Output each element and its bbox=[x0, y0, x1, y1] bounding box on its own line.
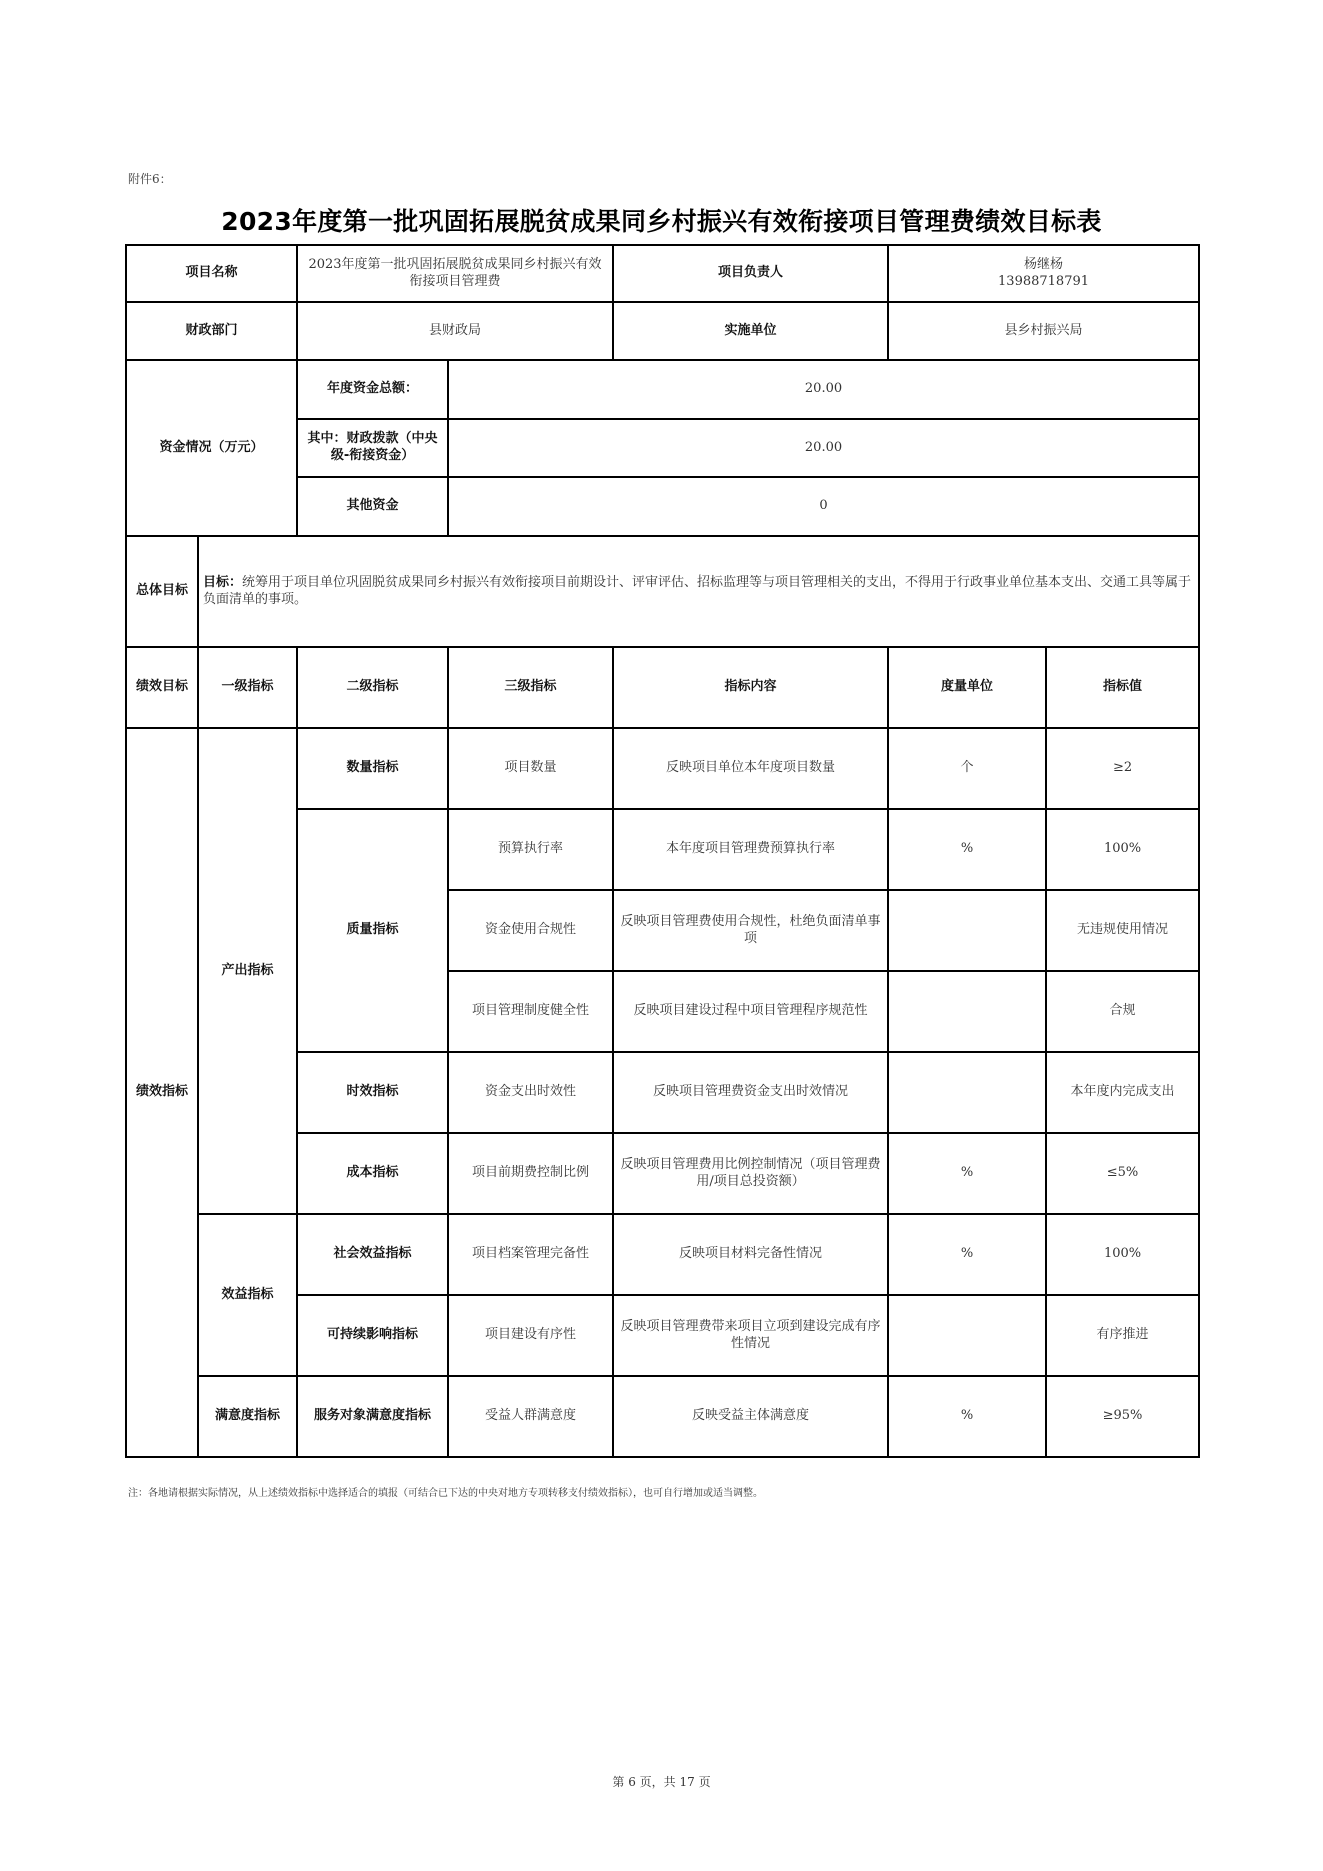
value-cell: ≥95% bbox=[1046, 1376, 1199, 1457]
header-content: 指标内容 bbox=[613, 647, 888, 728]
funds-label: 资金情况（万元） bbox=[126, 360, 297, 536]
page-number: 第 6 页，共 17 页 bbox=[612, 1775, 711, 1789]
unit-cell: % bbox=[888, 809, 1046, 890]
header-value: 指标值 bbox=[1046, 647, 1199, 728]
value-cell: ≤5% bbox=[1046, 1133, 1199, 1214]
header-performance-goal: 绩效目标 bbox=[126, 647, 198, 728]
funds-row-value: 20.00 bbox=[448, 419, 1199, 477]
table-row bbox=[126, 1214, 1199, 1295]
value-cell: 100% bbox=[1046, 809, 1199, 890]
project-name-value: 2023年度第一批巩固拓展脱贫成果同乡村振兴有效衔接项目管理费 bbox=[297, 245, 613, 302]
row-overall-goal bbox=[126, 536, 1199, 647]
content-cell: 反映项目管理费用比例控制情况（项目管理费用/项目总投资额） bbox=[613, 1133, 888, 1214]
level2-timeliness: 时效指标 bbox=[297, 1052, 448, 1133]
unit-cell bbox=[888, 1052, 1046, 1133]
funds-row-value: 0 bbox=[448, 477, 1199, 536]
level3-cell: 资金支出时效性 bbox=[448, 1052, 613, 1133]
overall-goal-text: 统筹用于项目单位巩固脱贫成果同乡村振兴有效衔接项目前期设计、评审评估、招标监理等与项目管理相关的支出，不得用于行政事业单位基本支出、交通工具等属于负面清单的事项。 bbox=[203, 574, 1192, 607]
level1-benefit: 效益指标 bbox=[198, 1214, 297, 1376]
overall-goal-cell bbox=[198, 536, 1199, 647]
header-level1: 一级指标 bbox=[198, 647, 297, 728]
level2-social: 社会效益指标 bbox=[297, 1214, 448, 1295]
unit-cell bbox=[888, 1295, 1046, 1376]
table-row bbox=[126, 1376, 1199, 1457]
attachment-label: 附件6： bbox=[128, 172, 172, 186]
funds-row-label: 其他资金 bbox=[297, 477, 448, 536]
owner-cell bbox=[888, 245, 1199, 302]
value-cell: 合规 bbox=[1046, 971, 1199, 1052]
value-cell: 本年度内完成支出 bbox=[1046, 1052, 1199, 1133]
performance-target-table bbox=[125, 244, 1200, 1458]
value-cell: 有序推进 bbox=[1046, 1295, 1199, 1376]
level3-cell: 项目前期费控制比例 bbox=[448, 1133, 613, 1214]
funds-row-value: 20.00 bbox=[448, 360, 1199, 419]
row-project-name bbox=[126, 245, 1199, 302]
table-row bbox=[126, 728, 1199, 809]
funds-row-label: 其中：财政拨款（中央级-衔接资金） bbox=[297, 419, 448, 477]
unit-cell: 个 bbox=[888, 728, 1046, 809]
overall-goal-key: 目标： bbox=[203, 574, 243, 590]
indicator-header-row bbox=[126, 647, 1199, 728]
impl-unit-value: 县乡村振兴局 bbox=[888, 302, 1199, 360]
indicators-label: 绩效指标 bbox=[126, 728, 198, 1457]
level3-cell: 预算执行率 bbox=[448, 809, 613, 890]
header-level3: 三级指标 bbox=[448, 647, 613, 728]
project-name-label: 项目名称 bbox=[126, 245, 297, 302]
level3-cell: 项目管理制度健全性 bbox=[448, 971, 613, 1052]
unit-cell: % bbox=[888, 1376, 1046, 1457]
content-cell: 反映受益主体满意度 bbox=[613, 1376, 888, 1457]
unit-cell bbox=[888, 890, 1046, 971]
finance-dept-label: 财政部门 bbox=[126, 302, 297, 360]
header-unit: 度量单位 bbox=[888, 647, 1046, 728]
unit-cell bbox=[888, 971, 1046, 1052]
footnote: 注：各地请根据实际情况，从上述绩效指标中选择适合的填报（可结合已下达的中央对地方专项转移支付绩效指标），也可自行增加或适当调整。 bbox=[128, 1488, 763, 1499]
row-funds-total bbox=[126, 360, 1199, 419]
level2-quantity: 数量指标 bbox=[297, 728, 448, 809]
level2-quality: 质量指标 bbox=[297, 809, 448, 1052]
content-cell: 反映项目建设过程中项目管理程序规范性 bbox=[613, 971, 888, 1052]
owner-phone: 13988718791 bbox=[998, 273, 1090, 289]
row-finance-dept bbox=[126, 302, 1199, 360]
content-cell: 反映项目管理费使用合规性，杜绝负面清单事项 bbox=[613, 890, 888, 971]
finance-dept-value: 县财政局 bbox=[297, 302, 613, 360]
level2-service: 服务对象满意度指标 bbox=[297, 1376, 448, 1457]
content-cell: 本年度项目管理费预算执行率 bbox=[613, 809, 888, 890]
content-cell: 反映项目管理费资金支出时效情况 bbox=[613, 1052, 888, 1133]
level2-sustain: 可持续影响指标 bbox=[297, 1295, 448, 1376]
owner-name: 杨继杨 bbox=[1024, 256, 1064, 272]
content-cell: 反映项目材料完备性情况 bbox=[613, 1214, 888, 1295]
owner-label: 项目负责人 bbox=[613, 245, 888, 302]
value-cell: 无违规使用情况 bbox=[1046, 890, 1199, 971]
impl-unit-label: 实施单位 bbox=[613, 302, 888, 360]
content-cell: 反映项目单位本年度项目数量 bbox=[613, 728, 888, 809]
level1-output: 产出指标 bbox=[198, 728, 297, 1214]
header-level2: 二级指标 bbox=[297, 647, 448, 728]
level2-cost: 成本指标 bbox=[297, 1133, 448, 1214]
page-title: 2023年度第一批巩固拓展脱贫成果同乡村振兴有效衔接项目管理费绩效目标表 bbox=[221, 207, 1102, 236]
value-cell: ≥2 bbox=[1046, 728, 1199, 809]
level3-cell: 项目档案管理完备性 bbox=[448, 1214, 613, 1295]
level3-cell: 资金使用合规性 bbox=[448, 890, 613, 971]
level3-cell: 项目建设有序性 bbox=[448, 1295, 613, 1376]
level1-satisfaction: 满意度指标 bbox=[198, 1376, 297, 1457]
level3-cell: 项目数量 bbox=[448, 728, 613, 809]
overall-goal-label: 总体目标 bbox=[126, 536, 198, 647]
funds-row-label: 年度资金总额： bbox=[297, 360, 448, 419]
unit-cell: % bbox=[888, 1214, 1046, 1295]
unit-cell: % bbox=[888, 1133, 1046, 1214]
content-cell: 反映项目管理费带来项目立项到建设完成有序性情况 bbox=[613, 1295, 888, 1376]
level3-cell: 受益人群满意度 bbox=[448, 1376, 613, 1457]
value-cell: 100% bbox=[1046, 1214, 1199, 1295]
